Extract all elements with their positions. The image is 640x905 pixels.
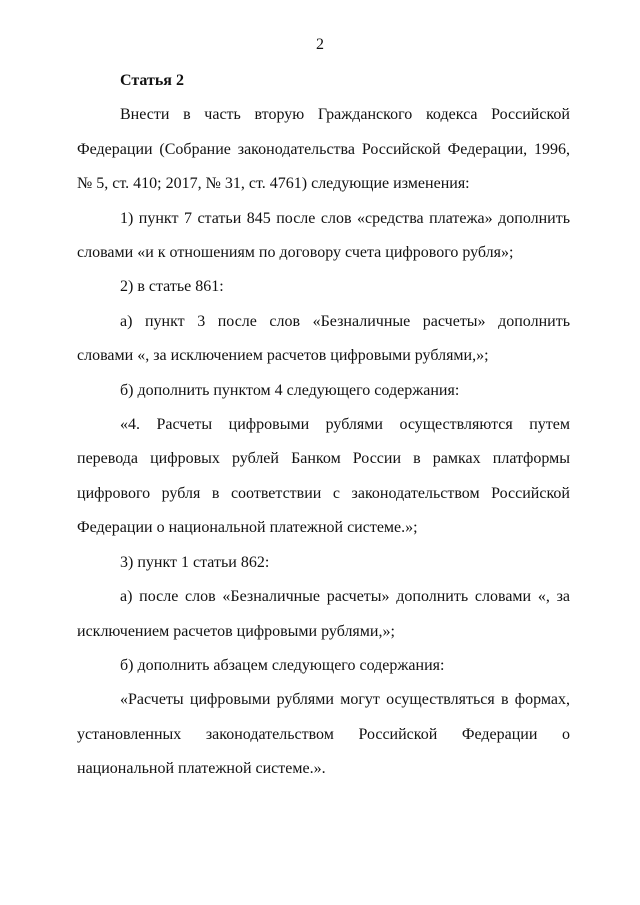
paragraph-item-3a: а) после слов «Безналичные расчеты» дополнить словами «, за исключением расчетов цифровыми рублями,»;: [77, 588, 570, 640]
paragraph-item-3b: б) дополнить абзацем следующего содержания:: [120, 656, 445, 674]
page-number: 2: [316, 36, 324, 53]
paragraph-item-1: 1) пункт 7 статьи 845 после слов «средства платежа» дополнить словами «и к отношениям по договору счета цифрового рубля»;: [77, 209, 570, 262]
paragraph-intro: Внести в часть вторую Гражданского кодекса Российской Федерации (Собрание законодательства Российской Федерации, 1996, № 5, ст. 410; 2017, № 31, ст. 4761) следующие изменения:: [77, 106, 570, 193]
paragraph-quote-final: «Расчеты цифровыми рублями могут осуществляться в формах, установленных законодательством Российской Федерации о национальной платежной системе.».: [77, 691, 570, 778]
paragraph-item-2: 2) в статье 861:: [120, 278, 224, 296]
document-body: [77, 64, 570, 787]
paragraph-item-2b: б) дополнить пунктом 4 следующего содержания:: [120, 381, 460, 399]
paragraph-quote-4: «4. Расчеты цифровыми рублями осуществляются путем перевода цифровых рублей Банком России в рамках платформы цифрового рубля в соответствии с законодательством Российской Федерации о национальной платежной системе.»;: [77, 416, 570, 537]
paragraph-item-3: 3) пункт 1 статьи 862:: [120, 553, 270, 571]
article-heading: Статья 2: [120, 72, 184, 89]
paragraph-item-2a: а) пункт 3 после слов «Безналичные расчеты» дополнить словами «, за исключением расчетов цифровыми рублями,»;: [77, 312, 570, 365]
